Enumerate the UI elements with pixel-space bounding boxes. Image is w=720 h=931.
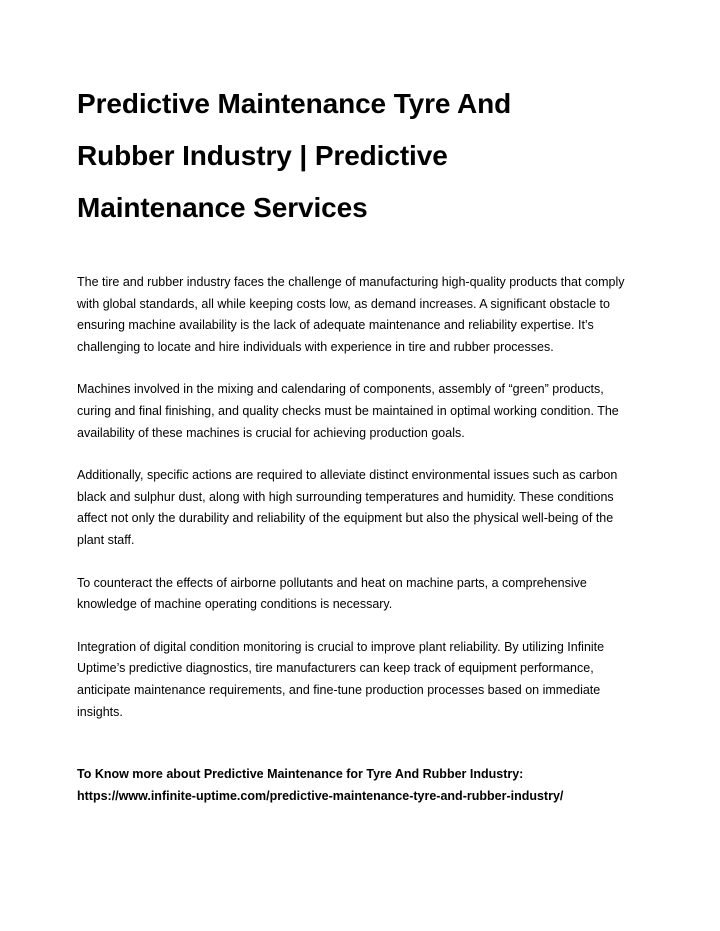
call-to-action	[77, 764, 637, 807]
body-text	[77, 272, 637, 723]
title-line-2: Rubber Industry | Predictive	[77, 140, 448, 171]
paragraph-intro: The tire and rubber industry faces the challenge of manufacturing high-quality products that comply with global standards, all while keeping costs low, as demand increases. A significant obstacle to ensuring machine availability is the lack of adequate maintenance and reliability expertise. It’s challenging to locate and hire individuals with experience in tire and rubber processes.	[77, 275, 625, 354]
page-title	[77, 78, 637, 234]
cta-link[interactable]: https://www.infinite-uptime.com/predictive-maintenance-tyre-and-rubber-industry/	[77, 788, 564, 803]
paragraph-condition-monitoring: Integration of digital condition monitoring is crucial to improve plant reliability. By utilizing Infinite Uptime’s predictive diagnostics, tire manufacturers can keep track of equipment performance, anticipate maintenance requirements, and fine-tune production processes based on immediate insights.	[77, 639, 605, 719]
paragraph-pollutants: To counteract the effects of airborne pollutants and heat on machine parts, a comprehensive knowledge of machine operating conditions is necessary.	[77, 575, 587, 612]
title-line-3: Maintenance Services	[77, 192, 368, 223]
title-line-1: Predictive Maintenance Tyre And	[77, 88, 512, 119]
cta-label: To Know more about Predictive Maintenance for Tyre And Rubber Industry:	[77, 767, 524, 782]
paragraph-environment: Additionally, specific actions are required to alleviate distinct environmental issues such as carbon black and sulphur dust, along with high surrounding temperatures and humidity. These conditions affect not only the durability and reliability of the equipment but also the physical well-being of the plant staff.	[77, 468, 618, 547]
document-page	[77, 78, 637, 807]
paragraph-machines: Machines involved in the mixing and calendaring of components, assembly of “green” products, curing and final finishing, and quality checks must be maintained in optimal working condition. The availability of these machines is crucial for achieving production goals.	[77, 382, 619, 440]
